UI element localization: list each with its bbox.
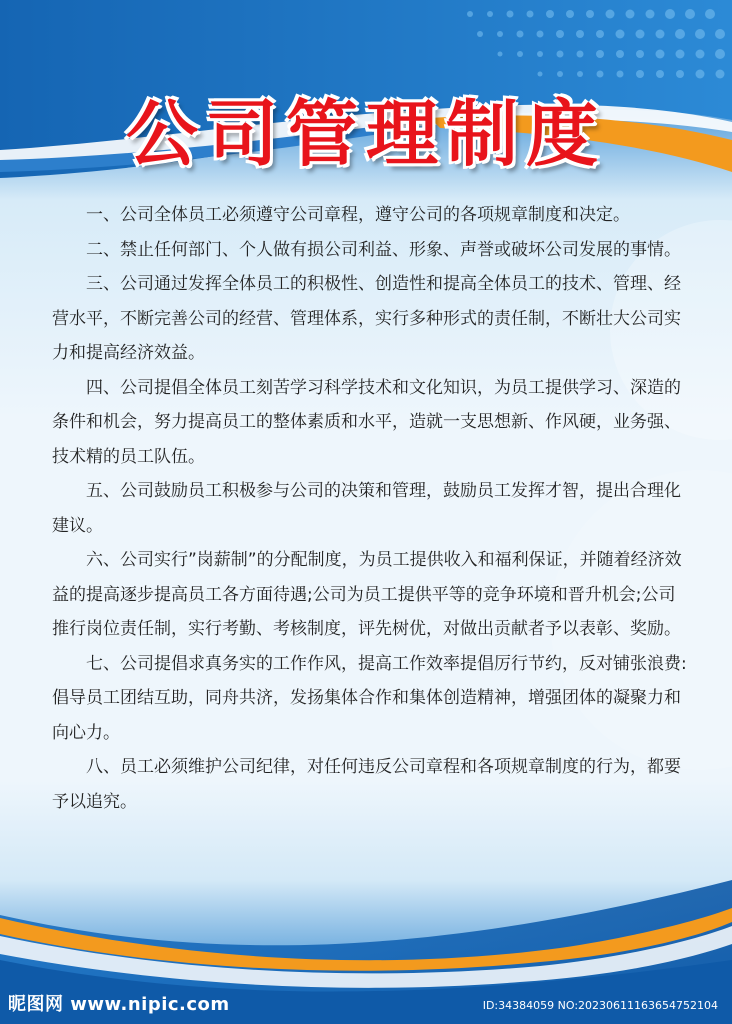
regulation-item-8: 八、员工必须维护公司纪律，对任何违反公司章程和各项规章制度的行为，都要予以追究。 xyxy=(52,757,681,812)
regulation-item-3: 三、公司通过发挥全体员工的积极性、创造性和提高全体员工的技术、管理、经营水平，不断完善公司的经营、管理体系，实行多种形式的责任制，不断壮大公司实力和提高经济效益。 xyxy=(52,274,681,363)
regulation-item-6: 六、公司实行”岗薪制”的分配制度，为员工提供收入和福利保证，并随着经济效益的提高逐步提高员工各方面待遇;公司为员工提供平等的竞争环境和晋升机会;公司推行岗位责任制，实行考勤、考核制度，评先树优，对做出贡献者予以表彰、奖励。 xyxy=(52,550,682,639)
page-title: 公司管理制度 xyxy=(125,92,606,176)
regulation-item-1: 一、公司全体员工必须遵守公司章程，遵守公司的各项规章制度和决定。 xyxy=(86,205,630,225)
regulation-item-4: 四、公司提倡全体员工刻苦学习科学技术和文化知识，为员工提供学习、深造的条件和机会，努力提高员工的整体素质和水平，造就一支思想新、作风硬，业务强、技术精的员工队伍。 xyxy=(52,377,681,467)
watermark-logo: 昵图网 www.nipic.com xyxy=(8,994,230,1015)
regulation-item-7: 七、公司提倡求真务实的工作作风，提高工作效率提倡厉行节约，反对铺张浪费:倡导员工团结互助，同舟共济，发扬集体合作和集体创造精神，增强团体的凝聚力和向心力。 xyxy=(52,653,687,743)
regulation-item-5: 五、公司鼓励员工积极参与公司的决策和管理，鼓励员工发挥才智，提出合理化建议。 xyxy=(52,481,681,536)
regulation-body xyxy=(52,198,692,819)
regulation-item-2: 二、禁止任何部门、个人做有损公司利益、形象、声誉或破坏公司发展的事情。 xyxy=(86,239,681,260)
watermark-id: ID:34384059 NO:20230611163654752104 xyxy=(482,999,718,1012)
